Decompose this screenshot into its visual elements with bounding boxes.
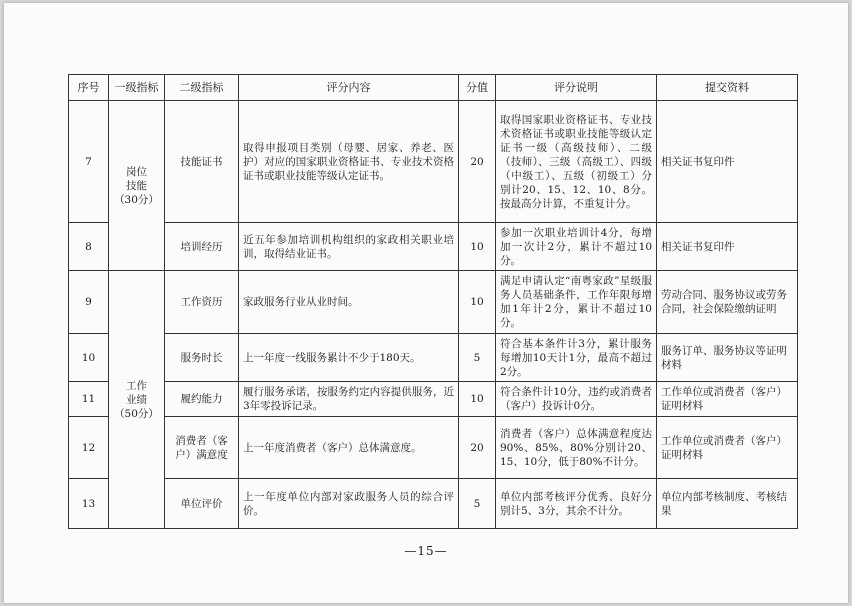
row-number: 13	[69, 479, 109, 529]
secondary-indicator: 培训经历	[165, 223, 239, 271]
submitted-materials: 工作单位或消费者（客户）证明材料	[657, 417, 798, 479]
row-number: 12	[69, 417, 109, 479]
score-value: 20	[459, 101, 496, 223]
secondary-indicator: 技能证书	[165, 101, 239, 223]
secondary-indicator: 服务时长	[165, 334, 239, 382]
group-position-skills: 岗位 技能 （30分）	[109, 101, 165, 271]
document-page	[4, 3, 848, 603]
score-value: 10	[459, 271, 496, 334]
scoring-content: 取得申报项目类别（母婴、居家、养老、医护）对应的国家职业资格证书、专业技术资格证书或职业技能等级认定证书。	[239, 101, 459, 223]
submitted-materials: 相关证书复印件	[657, 223, 798, 271]
score-value: 20	[459, 417, 496, 479]
row-number: 9	[69, 271, 109, 334]
submitted-materials: 相关证书复印件	[657, 101, 798, 223]
header-materials: 提交资料	[657, 75, 798, 101]
header-secondary-indicator: 二级指标	[165, 75, 239, 101]
header-explanation: 评分说明	[496, 75, 657, 101]
table-row	[69, 382, 798, 417]
scoring-content: 近五年参加培训机构组织的家政相关职业培训，取得结业证书。	[239, 223, 459, 271]
scoring-content: 家政服务行业从业时间。	[239, 271, 459, 334]
table-row	[69, 479, 798, 529]
row-number: 7	[69, 101, 109, 223]
table-row	[69, 101, 798, 223]
table-row	[69, 334, 798, 382]
scoring-explanation: 符合基本条件计3分，累计服务每增加10天计1分，最高不超过2分。	[496, 334, 657, 382]
submitted-materials: 工作单位或消费者（客户）证明材料	[657, 382, 798, 417]
secondary-indicator: 履约能力	[165, 382, 239, 417]
scoring-explanation: 符合条件计10分，违约或消费者（客户）投诉计0分。	[496, 382, 657, 417]
scoring-explanation: 取得国家职业资格证书、专业技术资格证书或职业技能等级认定证书一级（高级技师）、二级（技师）、三级（高级工）、四级（中级工）、五级（初级工）分别计20、15、12、10、8分。按最高分计算，不重复计分。	[496, 101, 657, 223]
table-row	[69, 223, 798, 271]
row-number: 10	[69, 334, 109, 382]
score-value: 5	[459, 479, 496, 529]
group-work-performance: 工作 业绩 （50分）	[109, 271, 165, 529]
scoring-content: 上一年度单位内部对家政服务人员的综合评价。	[239, 479, 459, 529]
header-primary-indicator: 一级指标	[109, 75, 165, 101]
scoring-content: 上一年度消费者（客户）总体满意度。	[239, 417, 459, 479]
scoring-explanation: 单位内部考核评分优秀、良好分别计5、3分，其余不计分。	[496, 479, 657, 529]
scoring-table	[68, 74, 798, 529]
scoring-explanation: 参加一次职业培训计4分，每增加一次计2分，累计不超过10分。	[496, 223, 657, 271]
secondary-indicator: 工作资历	[165, 271, 239, 334]
submitted-materials: 服务订单、服务协议等证明材料	[657, 334, 798, 382]
secondary-indicator: 消费者（客户）满意度	[165, 417, 239, 479]
row-number: 11	[69, 382, 109, 417]
scoring-content: 上一年度一线服务累计不少于180天。	[239, 334, 459, 382]
score-value: 5	[459, 334, 496, 382]
page-number: —15—	[404, 544, 448, 558]
score-value: 10	[459, 223, 496, 271]
table-row	[69, 271, 798, 334]
table-row	[69, 417, 798, 479]
score-value: 10	[459, 382, 496, 417]
submitted-materials: 劳动合同、服务协议或劳务合同，社会保险缴纳证明	[657, 271, 798, 334]
header-no: 序号	[69, 75, 109, 101]
header-content: 评分内容	[239, 75, 459, 101]
submitted-materials: 单位内部考核制度、考核结果	[657, 479, 798, 529]
scoring-explanation: 满足申请认定“南粤家政”星级服务人员基础条件，工作年限每增加1年计2分，累计不超过10分。	[496, 271, 657, 334]
table-header-row	[69, 75, 798, 101]
header-score: 分值	[459, 75, 496, 101]
row-number: 8	[69, 223, 109, 271]
scoring-content: 履行服务承诺，按服务约定内容提供服务，近3年零投诉记录。	[239, 382, 459, 417]
secondary-indicator: 单位评价	[165, 479, 239, 529]
scoring-explanation: 消费者（客户）总体满意程度达90%、85%、80%分别计20、15、10分，低于80%不计分。	[496, 417, 657, 479]
